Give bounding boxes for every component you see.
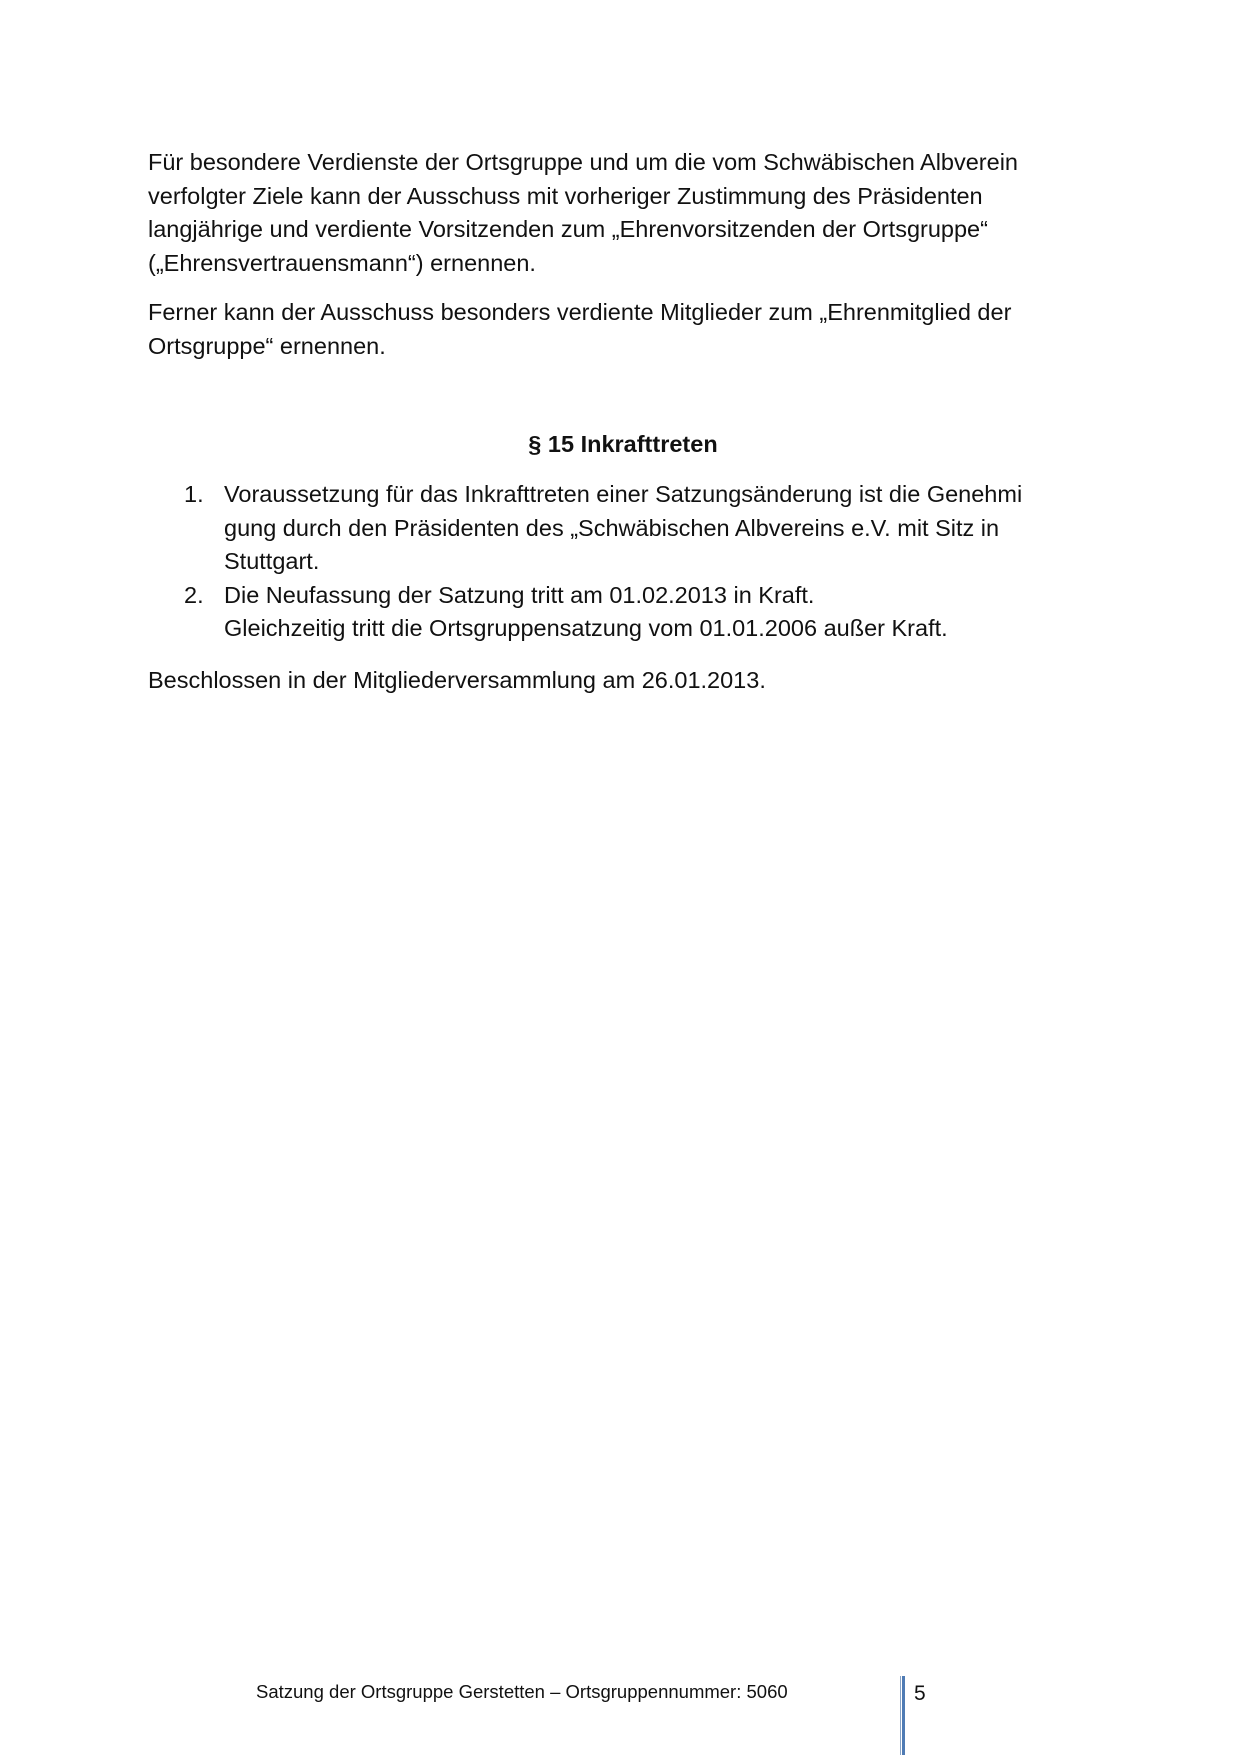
text-line: Die Neufassung der Satzung tritt am 01.02.2013 in Kraft. xyxy=(224,581,815,608)
list-item xyxy=(148,478,1098,579)
text-line: gung durch den Präsidenten des „Schwäbischen Albvereins e.V. mit Sitz in xyxy=(224,514,1000,541)
section-heading: § 15 Inkrafttreten xyxy=(528,431,718,457)
text-line: Voraussetzung für das Inkrafttreten einer Satzungsänderung ist die Genehmi xyxy=(224,481,1023,507)
list-item-number: 2. xyxy=(184,581,204,608)
text-line: Für besondere Verdienste der Ortsgruppe und um die vom Schwäbischen Albverein xyxy=(148,149,1018,175)
numbered-list xyxy=(148,478,1098,646)
text-line: verfolgter Ziele kann der Ausschuss mit vorheriger Zustimmung des Präsidenten xyxy=(148,182,983,209)
text-line: („Ehrensvertrauensmann“) ernennen. xyxy=(148,249,536,276)
footer-divider xyxy=(900,1676,905,1755)
text-line: Ortsgruppe“ ernennen. xyxy=(148,332,386,359)
list-item-number: 1. xyxy=(184,481,204,507)
text-line: Ferner kann der Ausschuss besonders verdiente Mitglieder zum „Ehrenmitglied der xyxy=(148,299,1012,325)
paragraph-resolution xyxy=(148,664,1098,698)
text-line: Beschlossen in der Mitgliederversammlung am 26.01.2013. xyxy=(148,667,766,693)
text-line: langjährige und verdiente Vorsitzenden zum „Ehrenvorsitzenden der Ortsgruppe“ xyxy=(148,216,988,242)
list-item xyxy=(148,579,1098,646)
page-number: 5 xyxy=(914,1682,926,1705)
paragraph-honorary-member xyxy=(148,296,1098,363)
paragraph-honorary-chair xyxy=(148,146,1098,280)
text-line: Gleichzeitig tritt die Ortsgruppensatzung vom 01.01.2006 außer Kraft. xyxy=(224,615,948,641)
footer-title: Satzung der Ortsgruppe Gerstetten – Ortsgruppennummer: 5060 xyxy=(256,1681,788,1702)
text-line: Stuttgart. xyxy=(224,548,320,574)
